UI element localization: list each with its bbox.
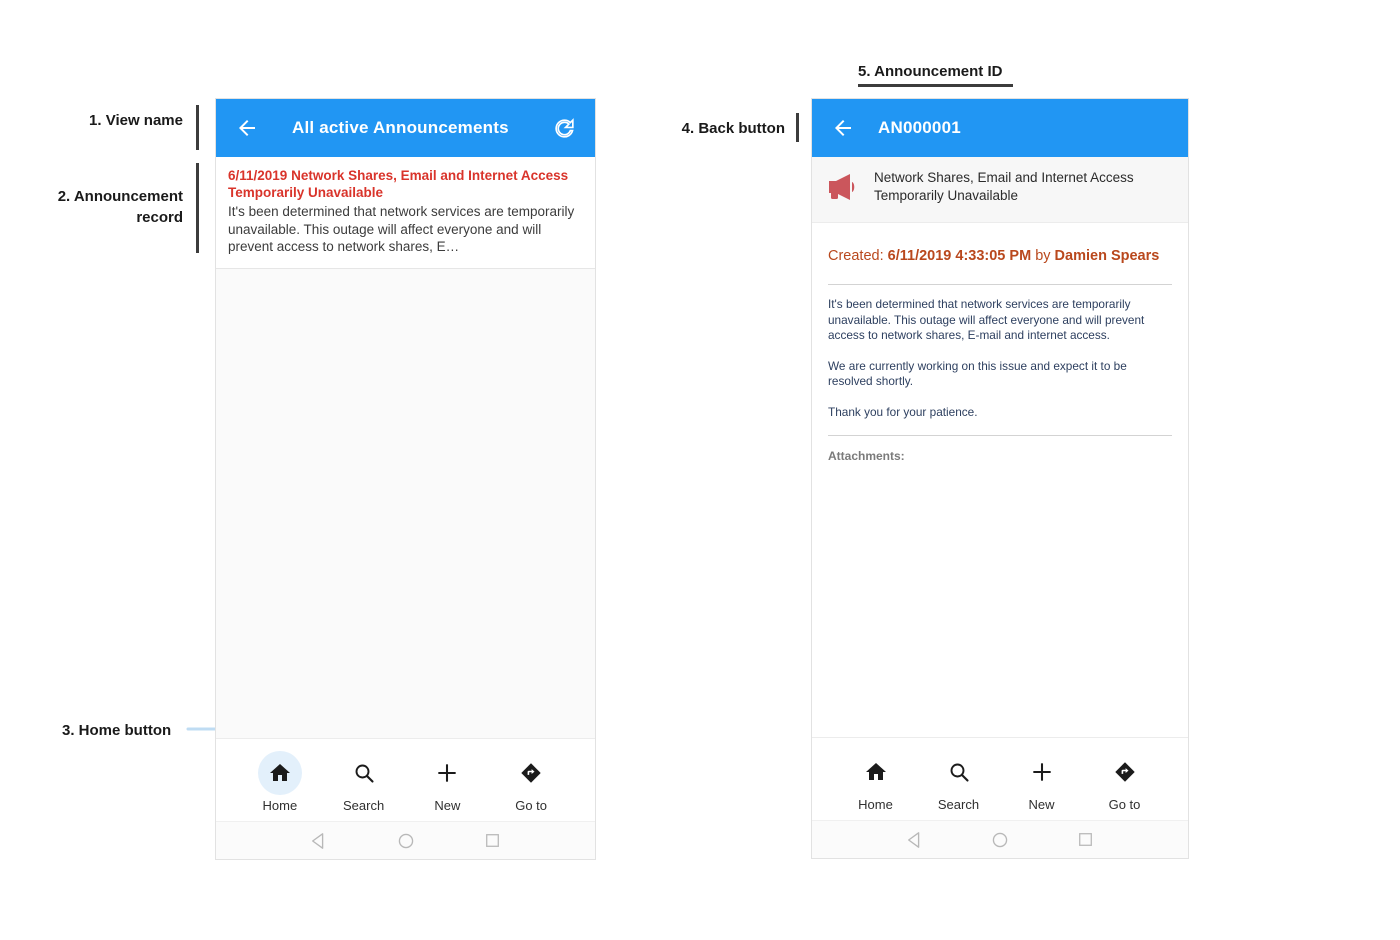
nav-new-icon-chip xyxy=(1020,750,1064,794)
square-recents-icon[interactable] xyxy=(1077,831,1094,848)
megaphone-icon xyxy=(826,171,862,203)
attachments-label: Attachments: xyxy=(828,449,905,463)
annotation-2-announcement-record: 2. Announcement xyxy=(57,188,183,205)
annotation-3-home-button: 3. Home button xyxy=(62,722,172,739)
megaphone-icon-wrap xyxy=(826,169,864,208)
annotation-2-marker-bar xyxy=(196,163,199,253)
phone-detail-screen xyxy=(812,99,1188,858)
nav-new-icon-chip xyxy=(425,751,469,795)
announcement-record-row[interactable] xyxy=(216,157,595,269)
nav-new-button[interactable] xyxy=(406,751,490,813)
announcement-list[interactable] xyxy=(216,157,595,738)
nav-goto-icon-chip xyxy=(509,751,553,795)
nav-search-label: Search xyxy=(937,797,980,812)
created-author: Damien Spears xyxy=(1054,248,1160,264)
detail-body xyxy=(812,223,1188,463)
nav-home-button[interactable] xyxy=(834,750,917,812)
circle-home-icon[interactable] xyxy=(991,831,1009,849)
nav-search-icon-chip xyxy=(937,750,981,794)
refresh-icon xyxy=(552,116,577,141)
detail-back-button[interactable] xyxy=(826,111,860,145)
announcement-record-title: 6/11/2019 Network Shares, Email and Internet Access Temporarily Unavailable xyxy=(228,168,569,200)
nav-goto-button[interactable] xyxy=(1083,750,1166,812)
nav-search-button[interactable] xyxy=(322,751,406,813)
triangle-back-icon[interactable] xyxy=(906,831,924,849)
nav-new-label: New xyxy=(434,798,461,813)
nav-goto-label: Go to xyxy=(1108,797,1141,812)
detail-appbar xyxy=(812,99,1188,157)
list-bottom-nav xyxy=(216,738,595,821)
list-refresh-button[interactable] xyxy=(547,111,581,145)
annotation-5-marker-bar xyxy=(858,84,1013,87)
detail-header xyxy=(812,157,1188,223)
detail-android-system-bar xyxy=(812,820,1188,858)
triangle-back-icon[interactable] xyxy=(310,832,328,850)
plus-icon xyxy=(434,760,460,786)
nav-home-icon-chip xyxy=(258,751,302,795)
nav-new-button[interactable] xyxy=(1000,750,1083,812)
search-icon xyxy=(947,760,971,784)
nav-goto-label: Go to xyxy=(515,798,548,813)
nav-search-button[interactable] xyxy=(917,750,1000,812)
arrow-left-icon xyxy=(831,116,855,140)
goto-icon xyxy=(519,761,543,785)
annotation-1-view-name: 1. View name xyxy=(89,112,183,129)
nav-home-button[interactable] xyxy=(238,751,322,813)
phone-list-screen xyxy=(216,99,595,859)
plus-icon xyxy=(1029,759,1055,785)
annotation-1-marker-bar xyxy=(196,105,199,150)
annotation-5-announcement-id: 5. Announcement ID xyxy=(858,63,1003,80)
home-icon xyxy=(864,760,888,784)
nav-search-icon-chip xyxy=(342,751,386,795)
annotation-4-back-button: 4. Back button xyxy=(681,120,785,137)
list-back-button[interactable] xyxy=(230,111,264,145)
list-appbar xyxy=(216,99,595,157)
nav-goto-icon-chip xyxy=(1103,750,1147,794)
detail-divider-top xyxy=(828,284,1172,285)
nav-home-icon-chip xyxy=(854,750,898,794)
arrow-left-icon xyxy=(235,116,259,140)
detail-bottom-nav xyxy=(812,737,1188,820)
detail-paragraph-2: We are currently working on this issue and expect it to be resolved shortly. xyxy=(828,358,1127,388)
created-datetime: 6/11/2019 4:33:05 PM xyxy=(887,248,1032,264)
nav-goto-button[interactable] xyxy=(489,751,573,813)
goto-icon xyxy=(1113,760,1137,784)
home-icon xyxy=(268,761,292,785)
square-recents-icon[interactable] xyxy=(484,832,501,849)
annotation-2-announcement-record-line2: record xyxy=(136,209,183,226)
created-by-label: by xyxy=(1035,248,1051,264)
circle-home-icon[interactable] xyxy=(397,832,415,850)
list-view-title: All active Announcements xyxy=(292,118,509,137)
detail-header-title: Network Shares, Email and Internet Access Temporarily Unavailable xyxy=(874,170,1134,203)
detail-record-id: AN000001 xyxy=(878,118,961,137)
announcement-detail xyxy=(812,157,1188,737)
created-label: Created: xyxy=(828,248,884,264)
nav-new-label: New xyxy=(1028,797,1055,812)
detail-divider-bottom xyxy=(828,435,1172,436)
detail-paragraph-1: It's been determined that network services are temporarily unavailable. This outage will affect everyone and will prevent access to network shares, E-mail and internet access. xyxy=(828,297,1145,342)
detail-paragraph-3: Thank you for your patience. xyxy=(828,404,978,419)
list-android-system-bar xyxy=(216,821,595,859)
nav-home-label: Home xyxy=(262,798,298,813)
nav-home-label: Home xyxy=(858,797,893,812)
announcement-record-preview: It's been determined that network services are temporarily unavailable. This outage will affect everyone and will prevent access to network shares, E… xyxy=(228,204,575,254)
annotation-4-marker-bar xyxy=(796,113,799,142)
search-icon xyxy=(352,761,376,785)
detail-created-line xyxy=(828,237,1172,276)
nav-search-label: Search xyxy=(343,798,385,813)
